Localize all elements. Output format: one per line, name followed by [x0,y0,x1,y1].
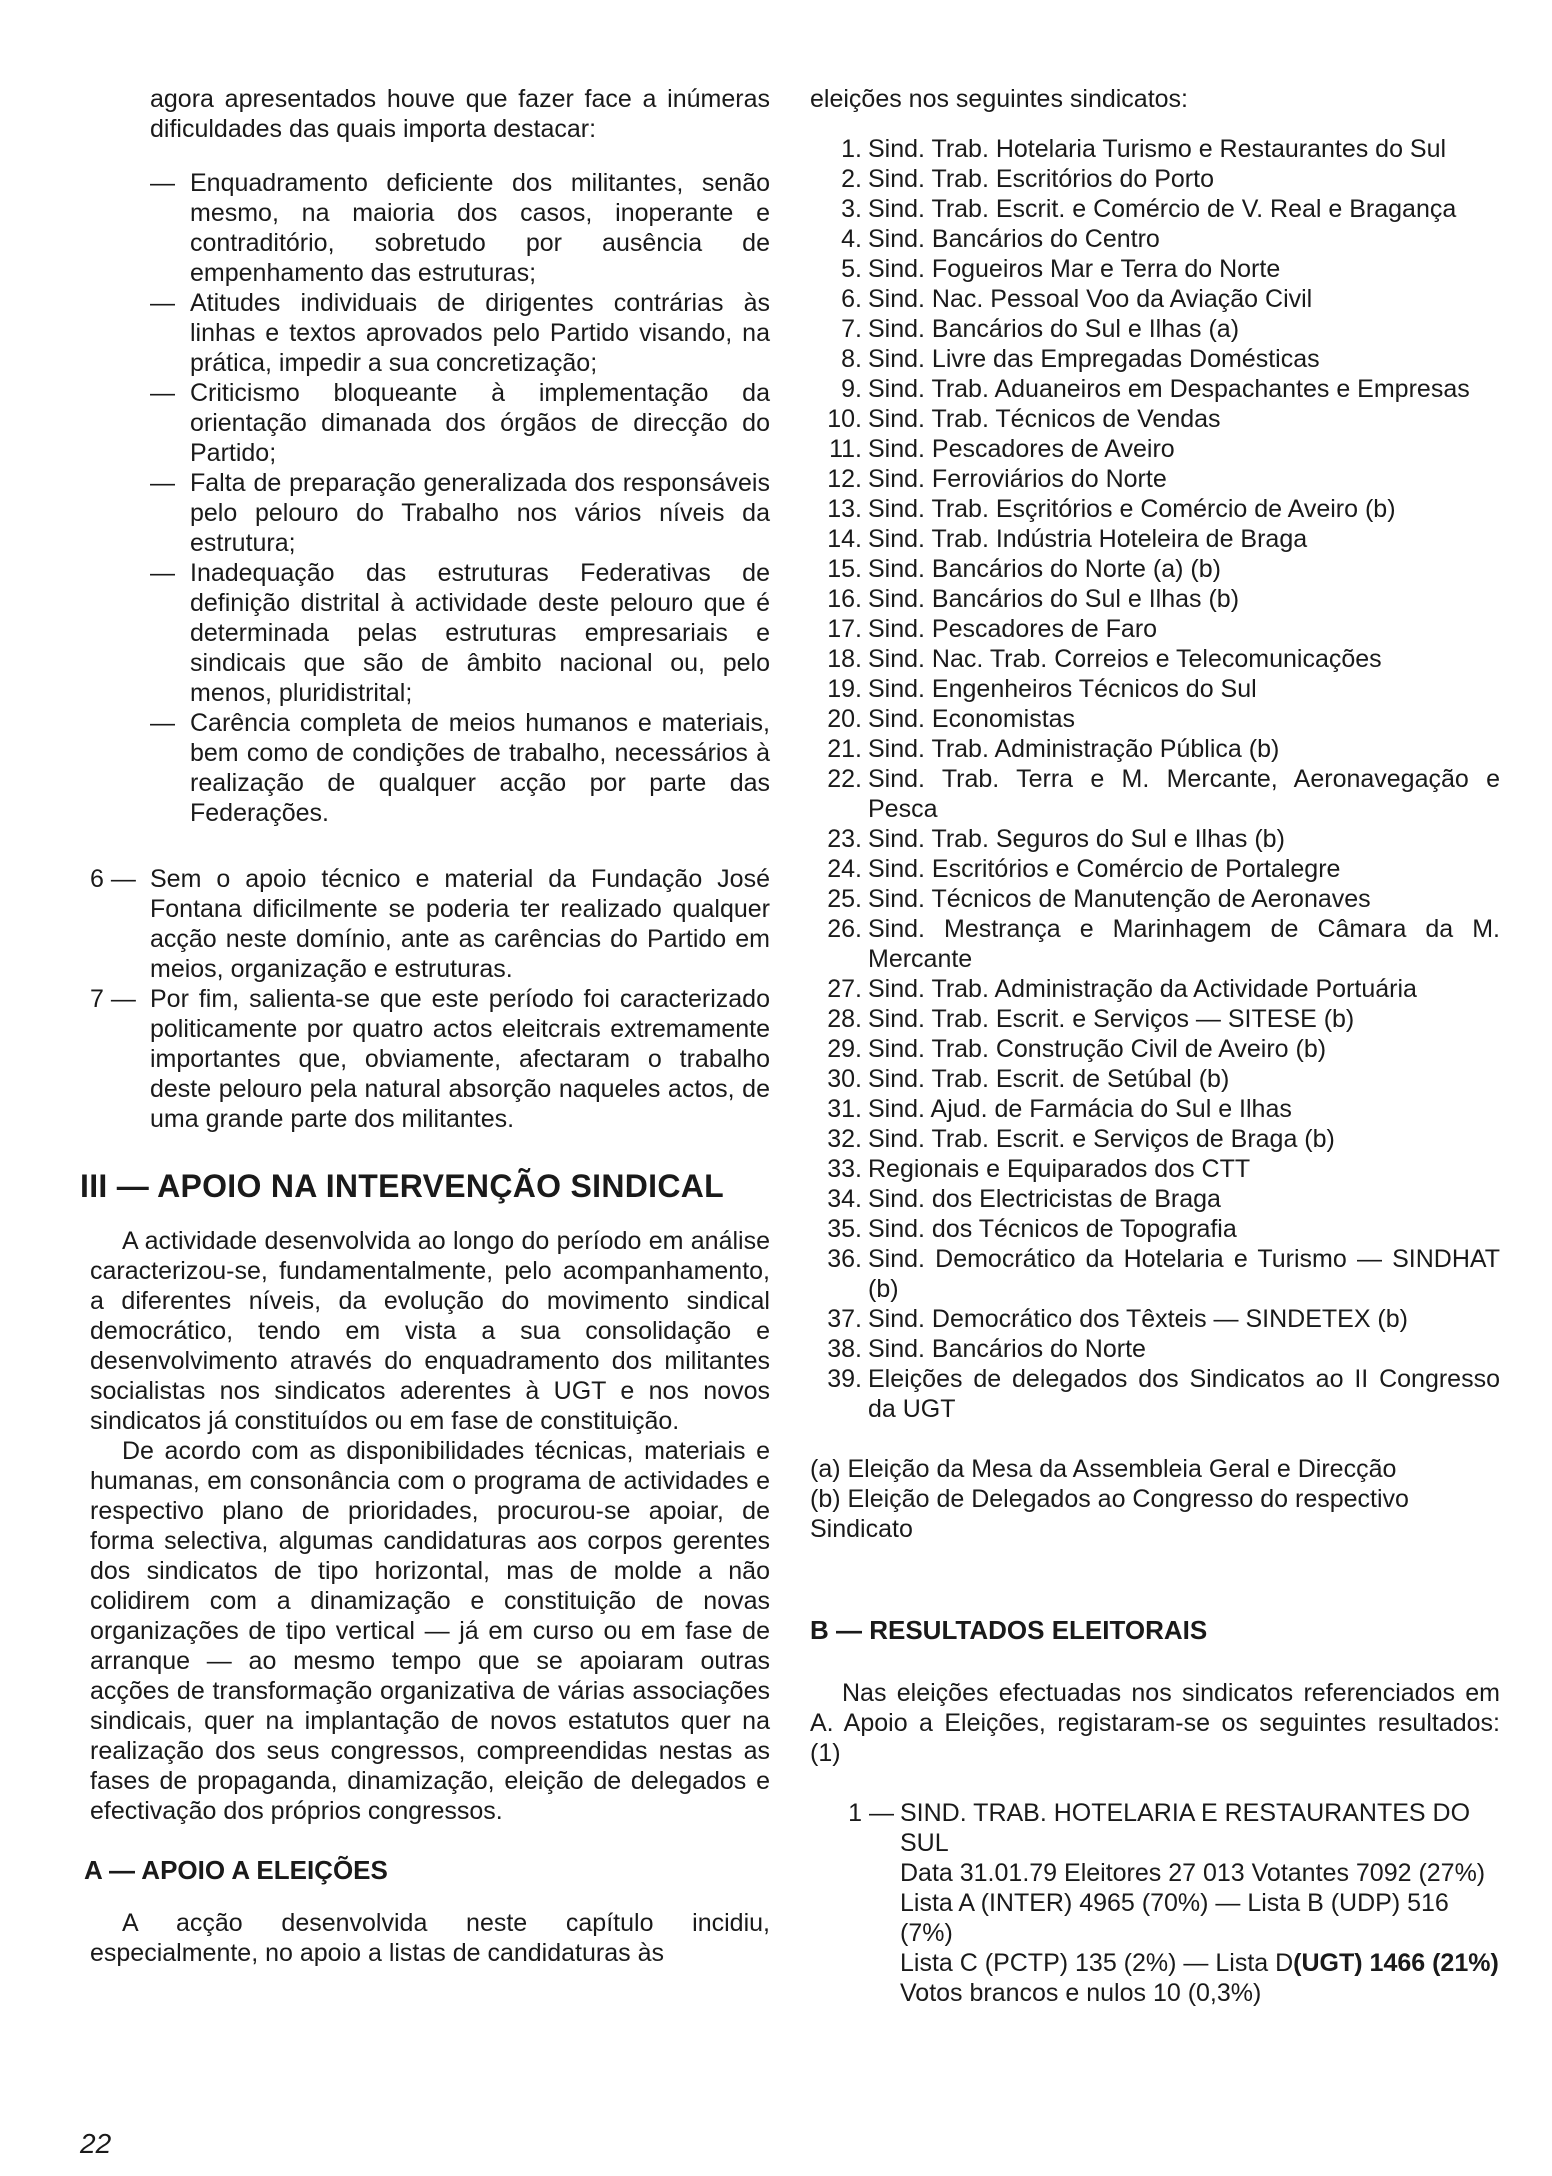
union-name: Sind. Escritórios e Comércio de Portalegre [868,855,1341,883]
union-number: 19. [827,675,862,703]
union-number: 20. [827,705,862,733]
union-item [810,374,1500,404]
union-name: Sind. Bancários do Sul e Ilhas (a) [868,315,1240,343]
union-item [810,1334,1500,1364]
union-number: 39. [827,1365,862,1393]
union-number: 27. [827,975,862,1003]
union-name: Sind. Trab. Técnicos de Vendas [868,405,1221,433]
right-column [810,84,1500,2008]
union-number: 23. [827,825,862,853]
union-name: Sind. Livre das Empregadas Domésticas [868,345,1320,373]
union-item [810,1214,1500,1244]
union-name: Sind. dos Técnicos de Topografia [868,1215,1237,1243]
union-name: Sind. dos Electricistas de Braga [868,1185,1221,1213]
union-number: 1. [841,135,862,163]
union-number: 7. [841,315,862,343]
union-item [810,224,1500,254]
result-ugt: (UGT) 1466 (21%) [1293,1949,1499,1977]
union-item [810,1124,1500,1154]
union-number: 35. [827,1215,862,1243]
result-line: Lista A (INTER) 4965 (70%) — Lista B (UDP) 516 (7%) [900,1889,1449,1947]
union-name: Sind. Trab. Hotelaria Turismo e Restaurantes do Sul [868,135,1447,163]
union-name: Sind. Engenheiros Técnicos do Sul [868,675,1257,703]
point-number: 6 — [90,865,136,893]
difficulties-list [150,168,770,828]
union-number: 11. [829,435,862,463]
union-number: 31. [827,1095,862,1123]
result-item [810,1798,1500,1858]
union-number: 13. [827,495,862,523]
union-name: Regionais e Equiparados dos CTT [868,1155,1251,1183]
union-item [810,1004,1500,1034]
list-item: — Carência completa de meios humanos e materiais, bem como de condições de trabalho, necessários à realização de qualquer acção por parte das Federações. [150,708,770,828]
union-item [810,434,1500,464]
union-name: Sind. Democrático da Hotelaria e Turismo — SINDHAT (b) [868,1245,1500,1303]
union-list [810,134,1500,1424]
union-number: 33. [827,1155,862,1183]
point-6 [90,864,770,984]
union-item [810,1034,1500,1064]
union-item [810,674,1500,704]
union-name: Sind. Trab. Indústria Hoteleira de Braga [868,525,1308,553]
result-number: 1 — [848,1799,894,1827]
union-item [810,524,1500,554]
paragraph: A acção desenvolvida neste capítulo incidiu, especialmente, no apoio a listas de candidaturas às [90,1909,770,1967]
union-name: Sind. Trab. Escritórios do Porto [868,165,1214,193]
union-item [810,344,1500,374]
paragraph: De acordo com as disponibilidades técnicas, materiais e humanas, em consonância com o programa de actividades e respectivo plano de prioridades, procurou-se apoiar, de forma selectiva, algumas candidaturas aos corpos gerentes dos sindicatos de tipo horizontal, mas de molde a não colidirem com a dinamização e constituição de novas organizações de tipo vertical — já em curso ou em fase de arranque — ao mesmo tempo que se apoiaram outras acções de transformação organizativa de várias associações sindicais, quer na implantação de novos estatutos quer na realização dos seus congressos, compreendidas nestas as fases de propaganda, dinamização, eleição de delegados e efectivação dos próprios congressos. [90,1437,770,1825]
union-name: Sind. Trab. Esçritórios e Comércio de Aveiro (b) [868,495,1396,523]
union-item [810,824,1500,854]
union-item [810,464,1500,494]
union-name: Sind. Trab. Seguros do Sul e Ilhas (b) [868,825,1285,853]
union-item [810,974,1500,1004]
union-number: 21. [827,735,862,763]
continuation-text: eleições nos seguintes sindicatos: [810,85,1189,113]
union-item [810,1244,1500,1304]
union-name: Sind. Pescadores de Aveiro [868,435,1175,463]
union-number: 18. [827,645,862,673]
union-name: Sind. Mestrança e Marinhagem de Câmara da M. Mercante [868,915,1500,973]
union-item [810,134,1500,164]
union-item [810,884,1500,914]
union-name: Sind. Economistas [868,705,1076,733]
union-item [810,704,1500,734]
union-item [810,914,1500,974]
union-number: 14. [827,525,862,553]
union-name: Sind. Trab. Escrit. e Serviços — SITESE (b) [868,1005,1355,1033]
union-item [810,194,1500,224]
point-number: 7 — [90,985,136,1013]
union-number: 32. [827,1125,862,1153]
union-item [810,1064,1500,1094]
page-number: 22 [80,2128,112,2159]
union-name: Sind. Trab. Terra e M. Mercante, Aeronavegação e Pesca [868,765,1500,823]
union-item [810,1154,1500,1184]
union-item [810,1094,1500,1124]
union-name: Sind. Trab. Administração da Actividade Portuária [868,975,1417,1003]
union-number: 10. [827,405,862,433]
union-name: Sind. Trab. Construção Civil de Aveiro (b) [868,1035,1327,1063]
union-item [810,314,1500,344]
union-name: Sind. Nac. Trab. Correios e Telecomunicações [868,645,1382,673]
union-name: Sind. Pescadores de Faro [868,615,1158,643]
union-item [810,854,1500,884]
paragraph: A actividade desenvolvida ao longo do período em análise caracterizou-se, fundamentalmente, pelo acompanhamento, a diferentes níveis, da evolução do movimento sindical democrático, tendo em vista a sua consolidação e desenvolvimento através do enquadramento dos militantes socialistas nos sindicatos aderentes à UGT e nos novos sindicatos já constituídos ou em fase de constituição. [90,1227,770,1435]
result-line-text: Lista C (PCTP) 135 (2%) — Lista D [900,1949,1294,1977]
union-name: Sind. Trab. Aduaneiros em Despachantes e Empresas [868,375,1470,403]
intro-text: agora apresentados houve que fazer face a inúmeras dificuldades das quais importa destacar: [150,85,770,143]
union-item [810,254,1500,284]
union-number: 16. [827,585,862,613]
union-name: Sind. Ferroviários do Norte [868,465,1167,493]
union-item [810,494,1500,524]
union-name: Sind. Trab. Escrit. e Serviços de Braga (b) [868,1125,1335,1153]
union-number: 34. [827,1185,862,1213]
union-name: Sind. Democrático dos Têxteis — SINDETEX (b) [868,1305,1408,1333]
union-item [810,284,1500,314]
subsection-heading: A — APOIO A ELEIÇÕES [84,1855,388,1885]
result-details [810,1858,1500,2008]
union-name: Sind. Bancários do Sul e Ilhas (b) [868,585,1240,613]
union-item [810,734,1500,764]
union-name: Sind. Fogueiros Mar e Terra do Norte [868,255,1281,283]
union-item [810,1364,1500,1424]
list-item: — Atitudes individuais de dirigentes contrárias às linhas e textos aprovados pelo Partido visando, na prática, impedir a sua concretização; [150,288,770,378]
union-number: 5. [841,255,862,283]
union-name: Sind. Bancários do Norte [868,1335,1146,1363]
list-item: — Criticismo bloqueante à implementação da orientação dimanada dos órgãos de direcção do Partido; [150,378,770,468]
point-text: Por fim, salienta-se que este período foi caracterizado politicamente por quatro actos eleitcrais extremamente importantes que, obviamente, afectaram o trabalho deste pelouro pela natural absorção naqueles actos, de uma grande parte dos militantes. [150,985,770,1133]
union-number: 17. [827,615,862,643]
union-number: 36. [827,1245,862,1273]
list-item: — Falta de preparação generalizada dos responsáveis pelo pelouro do Trabalho nos vários níveis da estrutura; [150,468,770,558]
union-item [810,164,1500,194]
union-number: 26. [827,915,862,943]
union-name: Sind. Trab. Escrit. de Setúbal (b) [868,1065,1230,1093]
result-line: Votos brancos e nulos 10 (0,3%) [900,1979,1262,2007]
union-number: 37. [827,1305,862,1333]
section-heading: III — APOIO NA INTERVENÇÃO SINDICAL [80,1168,725,1204]
union-number: 22. [827,765,862,793]
union-number: 9. [841,375,862,403]
union-number: 30. [827,1065,862,1093]
point-7 [90,984,770,1134]
union-number: 15. [827,555,862,583]
union-number: 3. [841,195,862,223]
union-item [810,1184,1500,1214]
left-column [80,84,770,1968]
union-name: Eleições de delegados dos Sindicatos ao II Congresso da UGT [868,1365,1500,1423]
union-number: 8. [841,345,862,373]
union-name: Sind. Ajud. de Farmácia do Sul e Ilhas [868,1095,1292,1123]
subsection-heading: B — RESULTADOS ELEITORAIS [810,1615,1208,1645]
union-item [810,404,1500,434]
union-item [810,644,1500,674]
list-item: — Inadequação das estruturas Federativas de definição distrital à actividade deste pelouro que é determinada pelas estruturas empresariais e sindicais que são de âmbito nacional ou, pelo menos, pluridistrital; [150,558,770,708]
union-name: Sind. Bancários do Norte (a) (b) [868,555,1221,583]
union-item [810,1304,1500,1334]
paragraph: Nas eleições efectuadas nos sindicatos referenciados em A. Apoio a Eleições, registaram-se os seguintes resultados: (1) [810,1679,1500,1767]
union-number: 12. [827,465,862,493]
union-item [810,614,1500,644]
union-number: 29. [827,1035,862,1063]
result-line [900,1948,1500,1978]
union-number: 25. [827,885,862,913]
union-number: 4. [841,225,862,253]
union-number: 28. [827,1005,862,1033]
point-text: Sem o apoio técnico e material da Fundação José Fontana dificilmente se poderia ter realizado qualquer acção neste domínio, ante as carências do Partido em meios, organização e estruturas. [150,865,770,983]
note: (a) Eleição da Mesa da Assembleia Geral e Direcção [810,1455,1397,1483]
union-number: 2. [841,165,862,193]
union-name: Sind. Bancários do Centro [868,225,1160,253]
result-line: Data 31.01.79 Eleitores 27 013 Votantes 7092 (27%) [900,1859,1486,1887]
result-title: SIND. TRAB. HOTELARIA E RESTAURANTES DO SUL [900,1799,1471,1857]
union-item [810,764,1500,824]
list-item: — Enquadramento deficiente dos militantes, senão mesmo, na maioria dos casos, inoperante e contraditório, sobretudo por ausência de empenhamento das estruturas; [150,168,770,288]
union-name: Sind. Técnicos de Manutenção de Aeronaves [868,885,1371,913]
union-item [810,554,1500,584]
union-name: Sind. Trab. Escrit. e Comércio de V. Real e Bragança [868,195,1457,223]
union-item [810,584,1500,614]
union-number: 24. [827,855,862,883]
union-number: 6. [841,285,862,313]
union-name: Sind. Trab. Administração Pública (b) [868,735,1280,763]
union-number: 38. [827,1335,862,1363]
note: (b) Eleição de Delegados ao Congresso do respectivo Sindicato [810,1485,1409,1543]
union-name: Sind. Nac. Pessoal Voo da Aviação Civil [868,285,1313,313]
